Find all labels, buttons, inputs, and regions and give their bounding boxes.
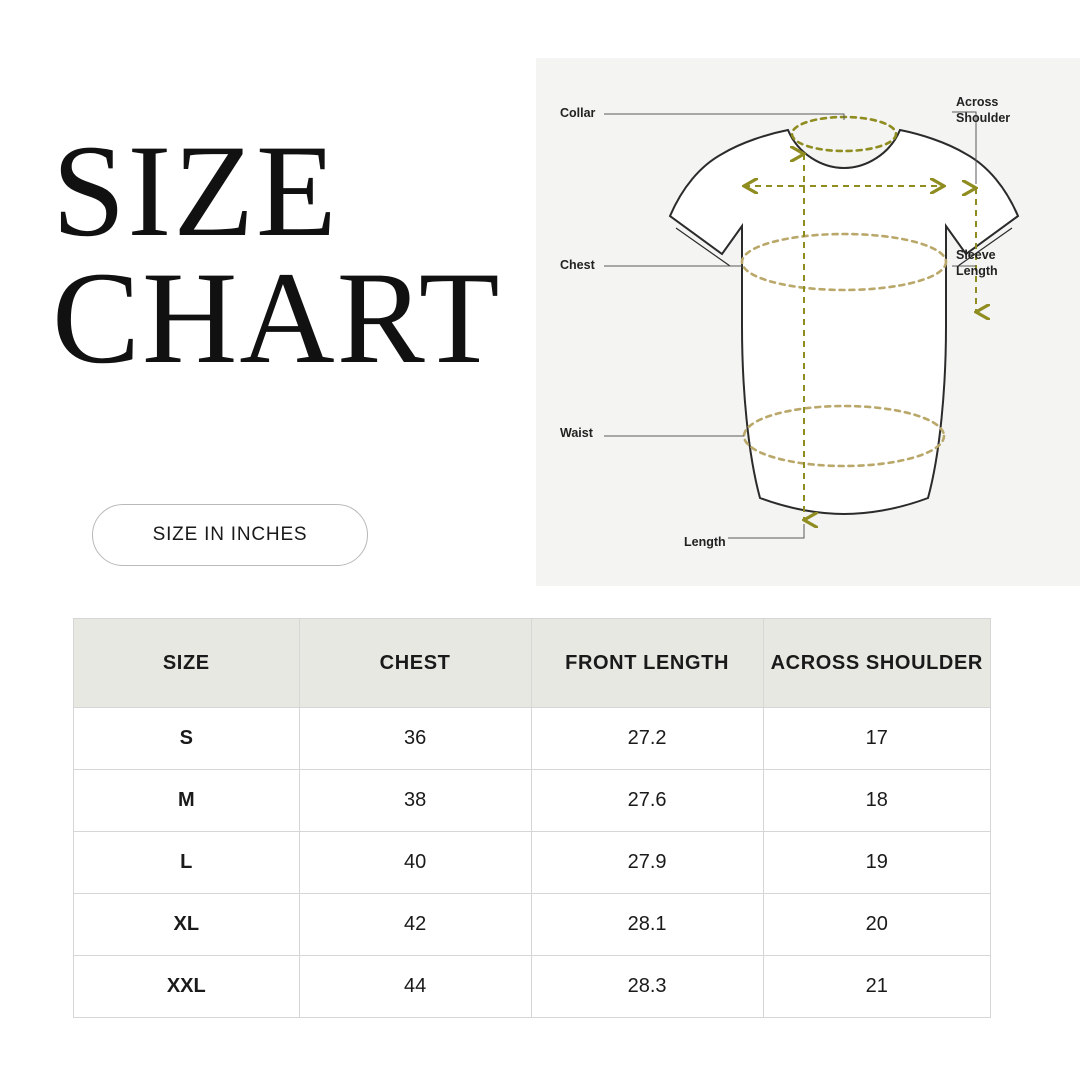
- table-header-row: [74, 619, 991, 708]
- table-row: [74, 956, 991, 1018]
- cell-chest: 42: [299, 894, 531, 956]
- cell-size: XXL: [74, 956, 300, 1018]
- cell-size: S: [74, 708, 300, 770]
- cell-chest: 40: [299, 832, 531, 894]
- column-header-front-length: FRONT LENGTH: [531, 619, 763, 708]
- label-collar: Collar: [560, 106, 596, 120]
- column-header-size: SIZE: [74, 619, 300, 708]
- table-row: [74, 894, 991, 956]
- cell-across-shoulder: 21: [763, 956, 990, 1018]
- cell-front-length: 28.1: [531, 894, 763, 956]
- size-unit-label: SIZE IN INCHES: [152, 524, 308, 545]
- label-sleeve-length: [956, 248, 998, 279]
- label-sleeve-length-line2: Length: [956, 263, 998, 278]
- table-header: [74, 619, 991, 708]
- label-across-shoulder: [956, 95, 1010, 126]
- title-line-2: CHART: [52, 244, 502, 392]
- table-row: [74, 708, 991, 770]
- title-line-1: SIZE: [52, 117, 339, 264]
- cell-across-shoulder: 19: [763, 832, 990, 894]
- size-unit-badge: [92, 504, 368, 566]
- table-row: [74, 770, 991, 832]
- tshirt-diagram-panel: [536, 58, 1080, 586]
- column-header-across-shoulder: ACROSS SHOULDER: [763, 619, 990, 708]
- collar-measure-ellipse: [792, 117, 896, 151]
- cell-chest: 36: [299, 708, 531, 770]
- label-across-shoulder-line1: Across: [956, 95, 999, 109]
- tshirt-outline: [670, 130, 1018, 514]
- cell-chest: 38: [299, 770, 531, 832]
- label-across-shoulder-line2: Shoulder: [956, 110, 1011, 125]
- label-length: Length: [684, 535, 726, 549]
- table-body: [74, 708, 991, 1018]
- column-header-chest: CHEST: [299, 619, 531, 708]
- cell-front-length: 27.2: [531, 708, 763, 770]
- label-sleeve-length-line1: Sleeve: [956, 248, 996, 262]
- label-chest: Chest: [560, 258, 595, 272]
- page-title: [52, 117, 572, 392]
- table-row: [74, 832, 991, 894]
- cell-front-length: 27.6: [531, 770, 763, 832]
- size-chart-table: [73, 618, 991, 1018]
- cell-front-length: 27.9: [531, 832, 763, 894]
- cell-chest: 44: [299, 956, 531, 1018]
- size-chart-table-wrapper: [73, 618, 991, 1018]
- cell-across-shoulder: 20: [763, 894, 990, 956]
- cell-size: L: [74, 832, 300, 894]
- cell-across-shoulder: 18: [763, 770, 990, 832]
- cell-size: XL: [74, 894, 300, 956]
- cell-across-shoulder: 17: [763, 708, 990, 770]
- label-waist: Waist: [560, 426, 593, 440]
- tshirt-illustration: [536, 58, 1080, 586]
- cell-size: M: [74, 770, 300, 832]
- cell-front-length: 28.3: [531, 956, 763, 1018]
